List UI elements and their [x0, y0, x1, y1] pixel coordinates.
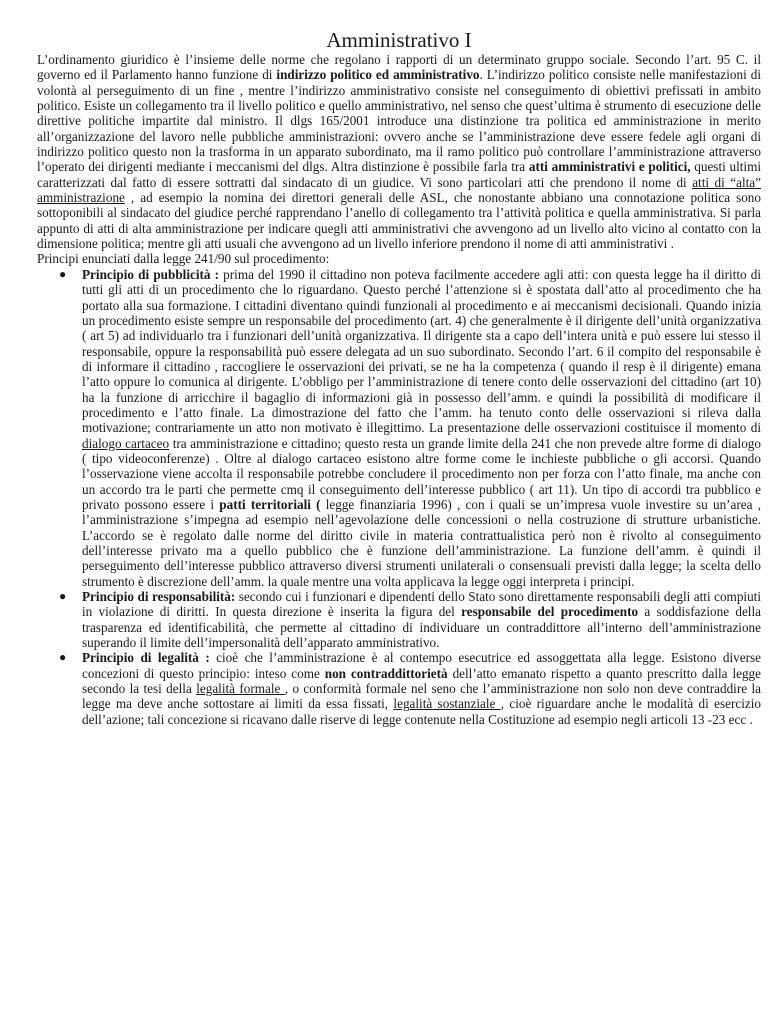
principle-text: [82, 650, 761, 727]
text-run: tra amministrazione e cittadino; questo resta un grande limite della 241 che non prevede altre forme di dialogo ( tipo videoconferenze) . Oltre al dialogo cartaceo esistono altre forme come le inchieste pubbliche o gli accorsi. Quando l’osservazione viene accolta il responsabile potrebbe concludere il procedimento non per forza con l’atto finale, ma anche con un accordo tra le parti che permette cmq il conseguimento dell’interesse pubblico ( art 11). Un tipo di accordi tra pubblico e privato possono essere i: [82, 435, 761, 512]
principle-text: [82, 267, 761, 589]
list-item: [37, 650, 761, 727]
underlined-term: atti di “alta” amministrazione: [37, 174, 761, 206]
document-page: [37, 28, 761, 727]
text-run: cioè che l’amministrazione è al contempo esecutrice ed assoggettata alla legge. Esistono diverse concezioni di questo principio: inteso come: [82, 650, 761, 681]
text-run: legge finanziaria 1996) , con i quali se un’impresa vuole investire su un’area , l’amministrazione s’impegna ad esempio nell’agevolazione delle concessioni o nella costruzione di strutture urbanistiche. L’accordo se è regolato dalle norme del diritto civile in materia contrattualistica però non è rivolto al conseguimento dell’interesse privato ma a quello pubblico che è funzione dell’amministrazione. La funzione dell’amm. è quindi il perseguimento dell’interesse pubblico attraverso diversi strumenti unilaterali o consensuali previsti dalla legge; la scelta dello strumento è discrezione dell’amm. la quale mentre una volta applicava la legge oggi interpreta i principi.: [82, 496, 762, 589]
bold-term: patti territoriali (: [219, 496, 321, 512]
principles-heading: Principi enunciati dalla legge 241/90 sul procedimento:: [37, 251, 330, 267]
principle-label: Principio di pubblicità :: [82, 266, 220, 282]
bullet-icon: ●: [59, 589, 67, 604]
text-run: L’ordinamento giuridico è l’insieme delle norme che regolano i rapporti di un determinato gruppo sociale. Secondo l’art. 95 C. il governo ed il Parlamento hanno funzione di: [37, 52, 761, 83]
principle-text: [82, 589, 761, 650]
bullet-icon: ●: [59, 650, 67, 665]
text-run: secondo cui i funzionari e dipendenti dello Stato sono direttamente responsabili degli atti compiuti in violazione di diritti. In questa direzione è inserita la figura del: [82, 589, 761, 620]
text-run: prima del 1990 il cittadino non poteva facilmente accedere agli atti: con questa legge ha il diritto di tutti gli atti di un procedimento che lo riguardano. Questo perché l’attenzione si è spostata dall’atto al procedimento che ha portato alla sua formazione. I cittadini diventano quindi funzionali al procedimento e ai meccanismi decisionali. Quando inizia un procedimento esiste sempre un responsabile del procedimento (art. 4) che generalmente è il dirigente dell’unità organizzativa ( art 5) ad individuarlo tra i funzionari dell’unità organizzativa. Il dirigente sta a capo dell’intera unità e può essere lui stesso il responsabile, oppure la responsabilità può essere delegata ad un suo subordinato. Secondo l’art. 6 il compito del responsabile è di informare il cittadino , raccogliere le osservazioni dei privati, se ne ha la competenza ( quando il resp è il dirigente) emana l’atto oppure lo comunica al dirigente. L’obbligo per l’amministrazione di tenere conto delle osservazioni del cittadino (art 10) ha la funzione di arricchire il bagaglio di informazioni già in possesso dell’amm. e quindi la possibilità di modificare il procedimento e l’atto finale. La dimostrazione del fatto che l’amm. ha tenuto conto delle osservazioni si rileva dalla motivazione; contrariamente un atto non motivato è illegittimo. La presentazione delle osservazioni costituisce il momento di: [82, 266, 761, 436]
text-run: . L’indirizzo politico consiste nelle manifestazioni di volontà al perseguimento di un fine , mentre l’indirizzo amministrativo consiste nel conseguimento di obiettivi prefissati in ambito politico. Esiste un collegamento tra il livello politico e quello amministrativo, nel senso che quest’ultima è strumento di esecuzione delle direttive politiche impartite dal ministro. Il dlgs 165/2001 introduce una distinzione tra politica ed amministrazione in merito all’organizzazione del lavoro nelle pubbliche amministrazioni: ovvero anche se l’amministrazione deve essere fedele agli organi di indirizzo politico questo non la trasforma in un apparato subordinato, ma il ramo politico può controllare l’amministrazione attraverso l’operato dei dirigenti mediante i meccanismi del dlgs. Altra distinzione è possibile farla tra: [37, 67, 761, 175]
list-item: [37, 589, 761, 650]
intro-paragraph: [37, 52, 761, 251]
underlined-term: dialogo cartaceo: [82, 435, 170, 451]
bold-term: indirizzo politico ed amministrativo: [276, 67, 480, 83]
text-run: a soddisfazione della trasparenza ed identificabilità, che permette al cittadino di individuare un contraddittore all’interno dell’amministrazione superando il limite dell’impersonalità dell’apparato amministrativo.: [82, 604, 761, 651]
text-run: dell’atto emanato rispetto a quanto prescritto dalla legge secondo la tesi della: [82, 665, 762, 697]
text-run: , o conformità formale nel seno che l’amministrazione non solo non deve contraddire la legge ma deve anche sottostare ai limiti da essa fissati,: [82, 681, 761, 712]
principle-label: Principio di legalità :: [82, 650, 210, 666]
document-title: Amministrativo I: [326, 28, 472, 52]
text-run: , ad esempio la nomina dei direttori generali delle ASL, che nonostante abbiano una connotazione politica sono sottoponibili al sindacato del giudice perché rapprendano l’anello di collegamento tra l’attività politica e quella amministrativa. Si parla appunto di atti di alta amministrazione per indicare quegli atti amministrativi che avvengono ad un livello alto vicino al contatto con la dimensione politica; mentre gli atti usuali che avvengono ad un livello inferiore prendono il nome di atti amministrativi .: [37, 190, 761, 252]
principle-label: Principio di responsabilità:: [82, 589, 236, 605]
text-run: questi ultimi caratterizzati dal fatto di essere sottratti dal sindacato di un giudice. Vi sono particolari atti che prendono il nome di: [37, 159, 761, 190]
bold-term: atti amministrativi e politici,: [528, 159, 691, 175]
bold-term: responsabile del procedimento: [461, 604, 639, 620]
bold-term: non contraddittorietà: [324, 665, 448, 681]
text-run: , cioè riguardare anche le modalità di esercizio dell’azione; tali concezione si ricavano dalle riserve di legge contenute nella Costituzione ad esempio negli articoli 13 -23 ecc .: [82, 696, 761, 727]
list-item: [37, 267, 761, 589]
underlined-term: legalità formale: [196, 681, 285, 697]
underlined-term: legalità sostanziale: [393, 696, 501, 712]
bullet-icon: ●: [59, 266, 67, 281]
principles-list: [37, 267, 761, 727]
